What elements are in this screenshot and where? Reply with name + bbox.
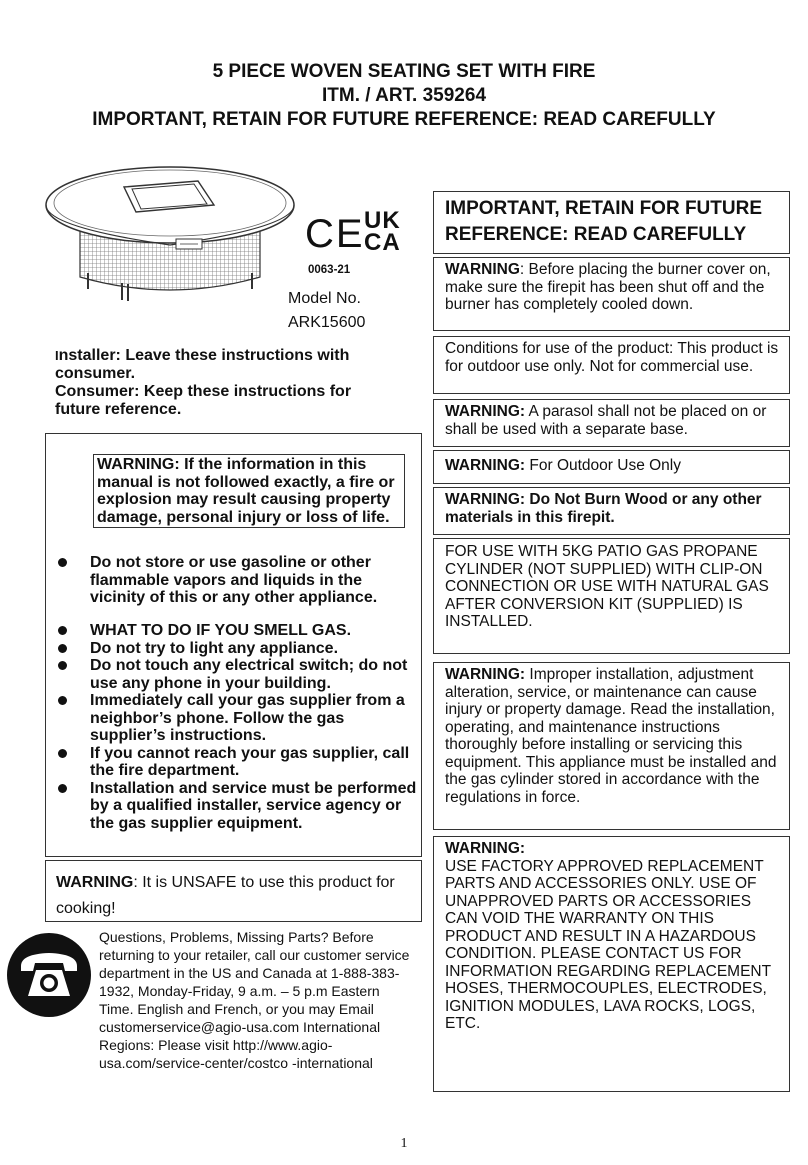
ce-mark: CE — [305, 212, 365, 256]
list-item: Do not touch any electrical switch; do not use any phone in your building. — [46, 657, 418, 692]
installation-warning: WARNING: Improper installation, adjustment alteration, service, or maintenance can cause injury or property damage. Read the installation, operating, and maintenance instructions thoroughly before installing or servicing this equipment. This appliance must be installed and the gas cylinder stored in accordance with the regulations in force. — [433, 662, 790, 830]
parasol-warning: WARNING: A parasol shall not be placed on or shall be used with a separate base. — [433, 399, 790, 447]
gas-cylinder-notice: FOR USE WITH 5KG PATIO GAS PROPANE CYLINDER (NOT SUPPLIED) WITH CLIP-ON CONNECTION OR USE WITH NATURAL GAS AFTER CONVERSION KIT (SUPPLIED) IS INSTALLED. — [433, 538, 790, 654]
replacement-parts-warning: WARNING: USE FACTORY APPROVED REPLACEMENT PARTS AND ACCESSORIES ONLY. USE OF UNAPPROVED PARTS OR ACCESSORIES CAN VOID THE WARRANTY ON THIS PRODUCT AND RESULT IN A HAZARDOUS CONDITION. PLEASE CONTACT US FOR INFORMATION REGARDING REPLACEMENT HOSES, THERMOCOUPLES, ELECTRODES, IGNITION MODULES, LAVA ROCKS, LOGS, ETC. — [433, 836, 790, 1092]
model-number: ARK15600 — [288, 314, 366, 331]
gas-warning-box — [45, 433, 422, 857]
installer-note: Installer: Leave these instructions with consumer. Consumer: Keep these instructions for future reference. — [55, 347, 400, 419]
important-notice: IMPORTANT, RETAIN FOR FUTURE REFERENCE: READ CAREFULLY — [92, 109, 716, 130]
ukca-mark: UK CA — [364, 207, 401, 256]
telephone-icon — [6, 932, 92, 1018]
gas-smell-list — [46, 622, 418, 832]
notified-body-code: 0063-21 — [308, 264, 351, 276]
item-number: ITM. / ART. 359264 — [321, 85, 487, 106]
model-label: Model No. — [288, 290, 361, 307]
list-item: Installation and service must be performed by a qualified installer, service agency or the gas supplier equipment. — [46, 780, 418, 833]
customer-service-info: Questions, Problems, Missing Parts? Before returning to your retailer, call our customer service department in the US and Canada at 1-888-383-1932, Monday-Friday, 9 a.m. – 5 p.m Eastern Time. English and French, or you may Email customerservice@agio-usa.com International Regions: Please visit http://www.agio-usa.com/service-center/costco -international — [99, 929, 410, 1071]
document-title: 5 PIECE WOVEN SEATING SET WITH FIRE — [212, 61, 596, 82]
cooking-warning-box: WARNING: It is UNSAFE to use this product for cooking! — [45, 860, 422, 922]
outdoor-use-warning: WARNING: For Outdoor Use Only — [433, 450, 790, 484]
model-info — [288, 287, 365, 335]
firepit-illustration — [40, 155, 300, 315]
list-item: Do not store or use gasoline or other flammable vapors and liquids in the vicinity of this or any other appliance. — [46, 554, 418, 607]
list-item: Immediately call your gas supplier from a neighbor’s phone. Follow the gas supplier’s instructions. — [46, 692, 418, 745]
page-number: 1 — [400, 1136, 408, 1151]
list-item: If you cannot reach your gas supplier, call the fire department. — [46, 745, 418, 780]
vapor-warning-list — [46, 554, 418, 607]
fire-explosion-warning: WARNING: If the information in this manual is not followed exactly, a fire or explosion may result causing property damage, personal injury or loss of life. — [93, 454, 405, 528]
list-item: Do not try to light any appliance. — [46, 640, 418, 658]
conditions-of-use: Conditions for use of the product: This product is for outdoor use only. Not for commercial use. — [433, 336, 790, 394]
important-retain-title: IMPORTANT, RETAIN FOR FUTURE REFERENCE: READ CAREFULLY — [433, 191, 790, 254]
consumer-note: Consumer: Keep these instructions for future reference. — [55, 383, 352, 418]
burner-cover-warning: WARNING: Before placing the burner cover on, make sure the firepit has been shut off and the burner has completely cooled down. — [433, 257, 790, 331]
list-item: WHAT TO DO IF YOU SMELL GAS. — [46, 622, 418, 640]
no-wood-warning: WARNING: Do Not Burn Wood or any other materials in this firepit. — [433, 487, 790, 535]
